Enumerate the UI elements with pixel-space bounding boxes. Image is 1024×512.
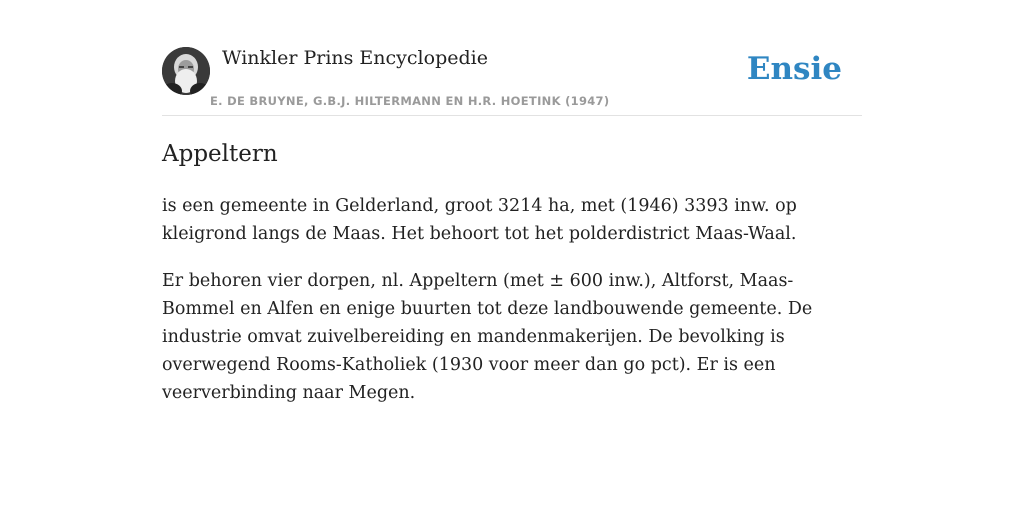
entry-body xyxy=(162,192,862,426)
book-header xyxy=(162,0,862,116)
book-authors: E. DE BRUYNE, G.B.J. HILTERMANN EN H.R. HOETINK (1947) xyxy=(210,94,610,108)
book-title[interactable]: Winkler Prins Encyclopedie xyxy=(222,47,488,69)
ensie-logo-link[interactable]: Ensie xyxy=(746,51,842,87)
page xyxy=(162,0,862,512)
entry-paragraph: Er behoren vier dorpen, nl. Appeltern (met ± 600 inw.), Altforst, Maas-Bommel en Alfen en enige buurten tot deze landbouwende gemeente. De industrie omvat zuivelbereiding en mandenmakerijen. De bevolking is overwegend Rooms-Katholiek (1930 voor meer dan go pct). Er is een veerverbinding naar Megen. xyxy=(162,271,813,403)
author-portrait-icon xyxy=(162,47,210,95)
author-avatar[interactable] xyxy=(162,47,210,95)
entry-paragraph: is een gemeente in Gelderland, groot 3214 ha, met (1946) 3393 inw. op kleigrond langs de Maas. Het behoort tot het polderdistrict Maas-Waal. xyxy=(162,196,797,244)
entry-title: Appeltern xyxy=(162,141,278,167)
